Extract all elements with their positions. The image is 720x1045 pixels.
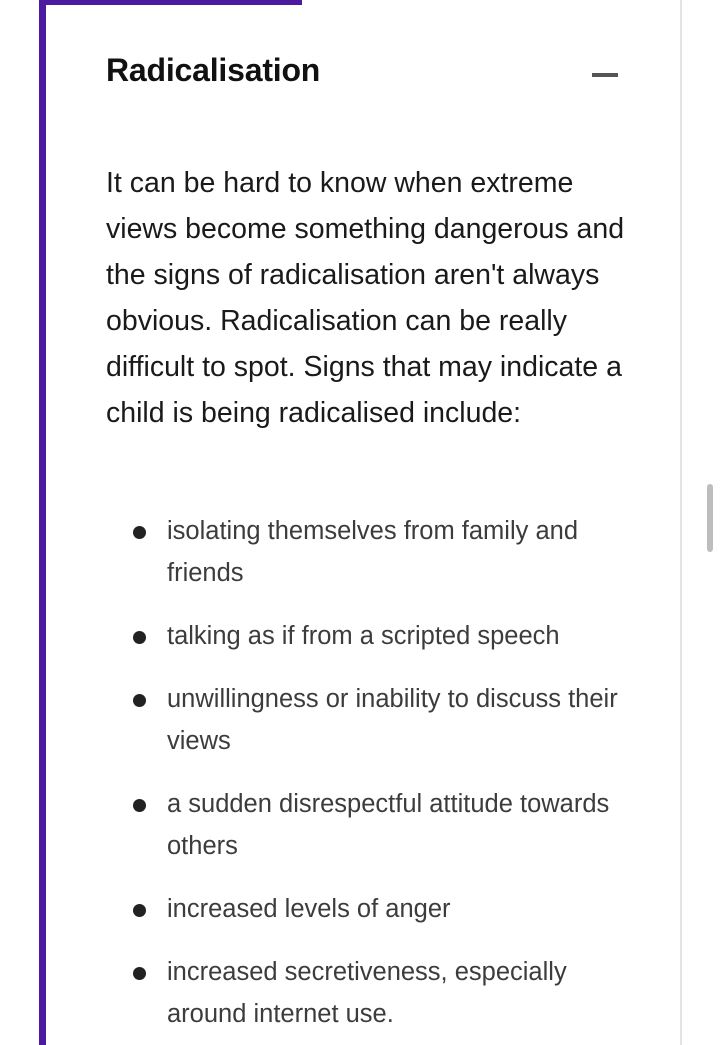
list-item-text: increased secretiveness, especially around internet use.: [167, 958, 567, 1028]
list-item-text: increased levels of anger: [167, 895, 451, 923]
list-item-text: isolating themselves from family and friends: [167, 517, 579, 587]
list-item: [106, 951, 636, 1035]
bullet-icon: [133, 694, 146, 707]
bullet-icon: [133, 631, 146, 644]
accordion-header-radicalisation[interactable]: [106, 44, 622, 104]
accordion-title: Radicalisation: [106, 52, 321, 88]
bullet-icon: [133, 799, 146, 812]
intro-paragraph: It can be hard to know when extreme views become something dangerous and the signs of radicalisation aren't always obvious. Radicalisation can be really difficult to spot. Signs that may indicate a child is being radicalised include:: [106, 167, 625, 429]
bullet-icon: [133, 967, 146, 980]
bullet-icon: [133, 526, 146, 539]
minus-icon[interactable]: [592, 73, 618, 77]
list-item-text: unwillingness or inability to discuss their views: [167, 685, 618, 755]
accent-left-border: [39, 0, 46, 1045]
accent-top-rule: [40, 0, 302, 5]
list-item: [106, 678, 636, 762]
list-item: [106, 615, 636, 657]
list-item: [106, 510, 636, 594]
bullet-icon: [133, 904, 146, 917]
list-item: [106, 888, 636, 930]
list-item-text: a sudden disrespectful attitude towards others: [167, 790, 610, 860]
content-right-divider: [680, 0, 682, 1045]
signs-list: [106, 510, 636, 1045]
list-item: [106, 783, 636, 867]
scrollbar-thumb[interactable]: [707, 484, 713, 552]
list-item-text: talking as if from a scripted speech: [167, 622, 560, 650]
